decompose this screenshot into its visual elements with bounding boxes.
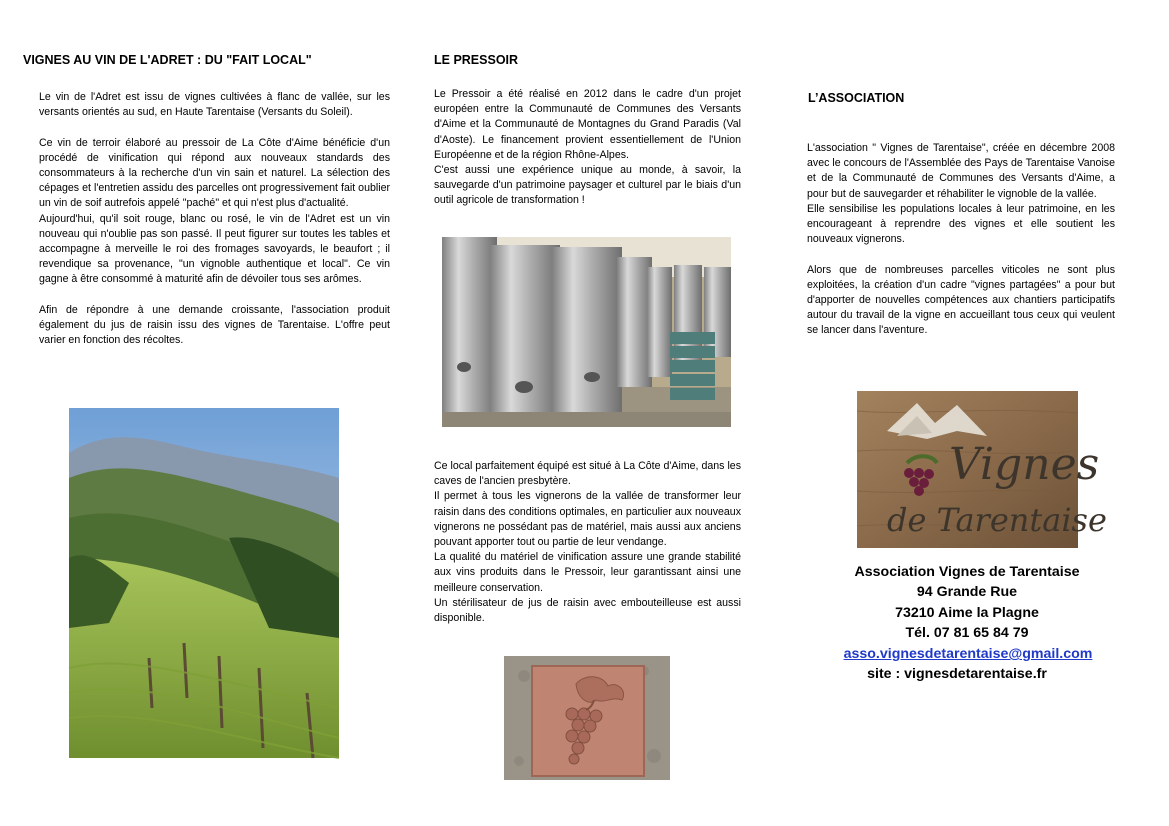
logo-graphic	[857, 391, 1107, 548]
contact-email-link[interactable]: asso.vignesdetarentaise@gmail.com	[843, 646, 1093, 662]
association-paragraph-1: L'association " Vignes de Tarentaise", créée en décembre 2008 avec le concours de l'Assemblée des Pays de Tarentaise Vanoise et de la Communauté de Communes des Versants d'Aime, a pour but de sauvegarder et réhabiliter le vignoble de la vallée.	[807, 142, 1115, 200]
pressoir-paragraph-6: Un stérilisateur de jus de raisin avec embouteilleuse est aussi disponible.	[434, 596, 741, 625]
pressoir-paragraph-4: Il permet à tous les vignerons de la vallée de transformer leur raisin dans des conditions optimales, en particulier aux nouveaux vignerons ne possédant pas de matériel, mais aussi aux anciens pouvant apporter tout ou partie de leur vendange.	[434, 490, 741, 549]
contact-site: site : vignesdetarentaise.fr	[867, 666, 1047, 682]
association-paragraph-3: Alors que de nombreuses parcelles viticoles ne sont plus exploitées, la création d'un cadre "vignes partagées" a pour but d'apporter de nouvelles compétences aux chantiers participatifs autour du travail de la vigne en accueillant tous ceux qui veulent se lancer dans l'aventure.	[807, 263, 1115, 337]
cellar-tanks-photo	[442, 237, 731, 427]
heading-association: L’ASSOCIATION	[808, 91, 905, 105]
adret-paragraph-2: Ce vin de terroir élaboré au pressoir de La Côte d'Aime bénéficie d'un procédé de vinification qui répond aux nouveaux standards des consommateurs à la recherche d'un vin sain et naturel. La sélection des cépages et l'entretien assidu des parcelles ont progressivement fait oublier un vin de soif autrefois appelé "paché" et qui n'est plus d'actualité.	[39, 136, 390, 210]
adret-paragraph-1: Le vin de l'Adret est issu de vignes cultivées à flanc de vallée, sur les versants orientés au sud, en Haute Tarentaise (Versants du Soleil).	[39, 91, 390, 119]
adret-paragraph-4: Afin de répondre à une demande croissante, l'association produit également du jus de raisin issu des vignes de Tarentaise. L'offre peut varier en fonction des récoltes.	[39, 303, 390, 347]
pressoir-paragraph-3: Ce local parfaitement équipé est situé à La Côte d'Aime, dans les caves de l'ancien presbytère.	[434, 460, 741, 488]
adret-paragraph-3: Aujourd'hui, qu'il soit rouge, blanc ou rosé, le vin de l'Adret est un vin nouveau qui n'oublie pas son passé. Il peut figurer sur toutes les tables et accompagne à merveille le roi des fromages savoyards, le beaufort ; il revendique sa provenance, "un vignoble authentique et local". Ce vin gagne à être consommé à maturité afin de dévoiler tous ses arômes.	[39, 212, 390, 286]
contact-email-line	[823, 646, 1113, 662]
pressoir-paragraph-2: C'est aussi une expérience unique au monde, à savoir, la sauvegarde d'un patrimoine paysager et culturel par le biais d'un outil agricole de transformation !	[434, 164, 741, 207]
pressoir-text-bottom	[434, 459, 741, 626]
contact-phone: Tél. 07 81 65 84 79	[905, 625, 1029, 641]
grape-stone-photo	[504, 656, 670, 780]
heading-pressoir: LE PRESSOIR	[434, 53, 519, 67]
association-logo	[857, 391, 1107, 548]
pressoir-paragraph-5: La qualité du matériel de vinification assure une grande stabilité aux vins produits dans le Pressoir, leur garantissant ainsi une meilleure conservation.	[434, 551, 741, 594]
association-text	[807, 141, 1115, 339]
contact-name: Association Vignes de Tarentaise	[854, 564, 1080, 580]
adret-text	[39, 90, 390, 348]
pressoir-paragraph-1: Le Pressoir a été réalisé en 2012 dans le cadre d'un projet européen entre la Communauté de Communes des Versants d'Aime et la Communauté de Montagnes du Grand Paradis (Val d'Aoste). Le financement provient essentiellement de l'Union Européenne et de la région Rhône-Alpes.	[434, 88, 741, 161]
vineyard-photo	[69, 408, 339, 758]
association-paragraph-2: Elle sensibilise les populations locales à leur patrimoine, en les encourageant à reprendre des vignes et elle soutient les nouveaux vignerons.	[807, 202, 1115, 246]
heading-adret: VIGNES AU VIN DE L'ADRET : DU "FAIT LOCAL"	[23, 53, 312, 67]
logo-word-tarentaise: de Tarentaise	[887, 501, 1107, 539]
pressoir-text-top	[434, 87, 741, 209]
logo-word-vignes: Vignes	[949, 439, 1100, 490]
contact-street: 94 Grande Rue	[916, 584, 1018, 600]
contact-city: 73210 Aime la Plagne	[895, 605, 1039, 621]
